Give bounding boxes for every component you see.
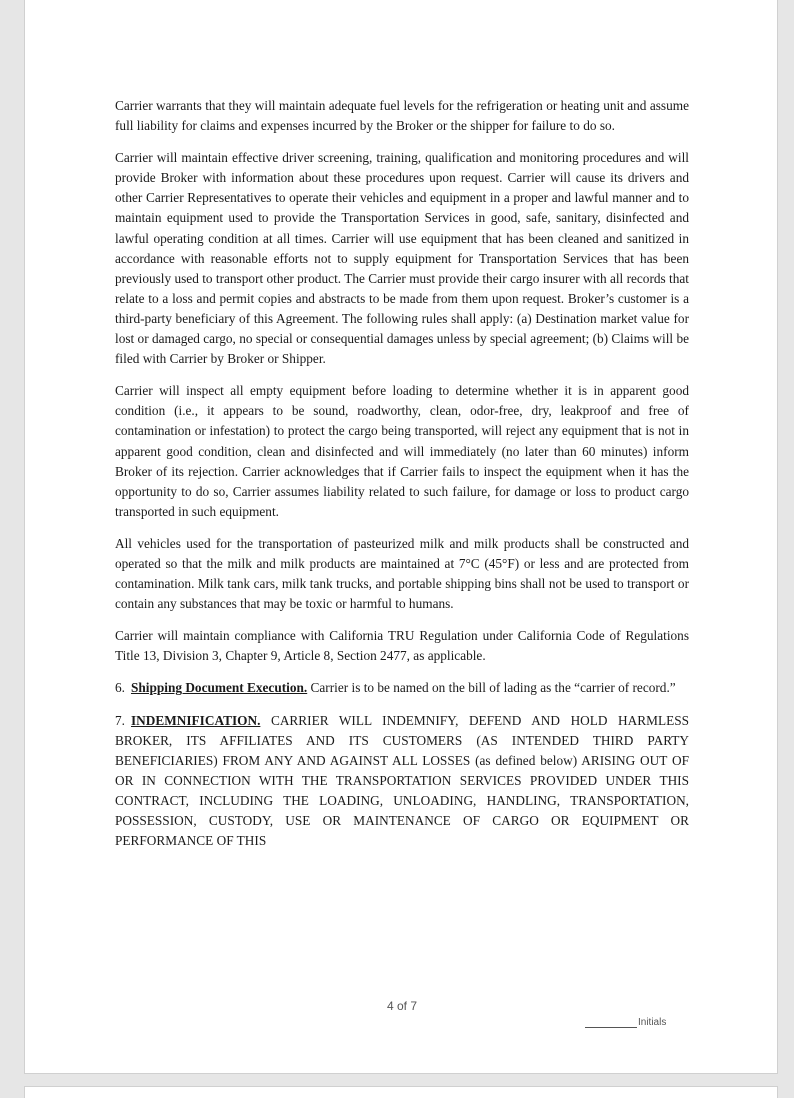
section-7-title: INDEMNIFICATION.	[130, 712, 261, 728]
paragraph-fuel-levels: Carrier warrants that they will maintain adequate fuel levels for the refrigeration or heating unit and assume full liability for claims and expenses incurred by the Broker or the shipper for failure to do so.	[115, 98, 689, 134]
paragraph-milk-transport: All vehicles used for the transportation of pasteurized milk and milk products shall be constructed and operated so that the milk and milk products are maintained at 7°C (45°F) or less and are protected from contamination. Milk tank cars, milk tank trucks, and portable shipping bins shall not be used to transport or contain any substances that may be toxic or harmful to humans.	[115, 535, 689, 612]
paragraph-equipment-inspection: Carrier will inspect all empty equipment before loading to determine whether it is in apparent good condition (i.e., it appears to be sound, roadworthy, clean, odor-free, dry, leakproof and free of contamination or infestation) to protect the cargo being transported, will reject any equipment that is not in apparent good condition, clean and disinfected and will immediately (no later than 60 minutes) inform Broker of its rejection. Carrier acknowledges that if Carrier fails to inspect the equipment when it has the opportunity to do so, Carrier assumes liability related to such failure, for damage or loss to product cargo transported in such equipment.	[115, 383, 689, 519]
paragraph-tru-compliance: Carrier will maintain compliance with California TRU Regulation under California Code of Regulations Title 13, Division 3, Chapter 9, Article 8, Section 2477, as applicable.	[115, 628, 689, 664]
section-6-text: Carrier is to be named on the bill of lading as the “carrier of record.”	[307, 680, 676, 696]
section-7	[115, 711, 689, 852]
document-page	[24, 0, 778, 1074]
section-6-title: Shipping Document Execution.	[130, 680, 308, 696]
section-6-number: 6.	[115, 680, 125, 696]
next-page-edge	[24, 1086, 778, 1098]
section-7-number: 7.	[115, 712, 125, 728]
section-6	[115, 678, 689, 698]
section-7-text: CARRIER WILL INDEMNIFY, DEFEND AND HOLD HARMLESS BROKER, ITS AFFILIATES AND ITS CUSTOMERS (AS INTENDED THIRD PARTY BENEFICIARIES) FROM ANY AND AGAINST ALL LOSSES (as defined below) ARISING OUT OF OR IN CONNECTION WITH THE TRANSPORTATION SERVICES PROVIDED UNDER THIS CONTRACT, INCLUDING THE LOADING, UNLOADING, HANDLING, TRANSPORTATION, POSSESSION, CUSTODY, USE OR MAINTENANCE OF CARGO OR EQUIPMENT OR PERFORMANCE OF THIS	[115, 712, 689, 849]
initials-line	[585, 1017, 637, 1028]
initials-field	[585, 1017, 666, 1028]
page-number: 4 of 7	[386, 999, 418, 1013]
initials-label: Initials	[638, 1017, 667, 1028]
paragraph-driver-screening: Carrier will maintain effective driver screening, training, qualification and monitoring procedures and will provide Broker with information about these procedures upon request. Carrier will cause its drivers and other Carrier Representatives to operate their vehicles and equipment in a proper and lawful manner and to maintain equipment used to provide the Transportation Services in good, safe, sanitary, disinfected and lawful operating condition at all times. Carrier will use equipment that has been cleaned and sanitized in accordance with reasonable efforts not to supply equipment for Transportation Services that has been previously used to transport other product. The Carrier must provide their cargo insurer with all records that relate to a loss and permit copies and abstracts to be made from them upon request. Broker’s customer is a third-party beneficiary of this Agreement. The following rules shall apply: (a) Destination market value for lost or damaged cargo, no special or consequential damages unless by special agreement; (b) Claims will be filed with Carrier by Broker or Shipper.	[115, 150, 689, 367]
page-body	[115, 96, 689, 851]
